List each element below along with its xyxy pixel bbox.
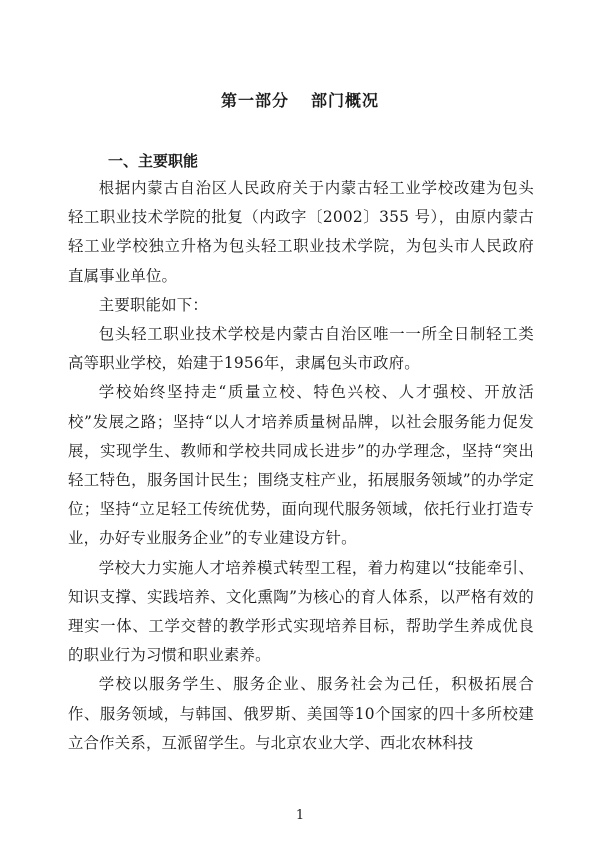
paragraph-philosophy: 学校始终坚持走“质量立校、特色兴校、人才强校、开放活校”发展之路；坚持“以人才培养质量树品牌，以社会服务能力促发展，实现学生、教师和学校共同成长进步”的办学理念，坚持“突出轻工特色，服务国计民生；围绕支柱产业，拓展服务领域”的办学定位；坚持“立足轻工传统优势，面向现代服务领域，依托行业打造专业，办好专业服务企业”的专业建设方针。 [68,383,534,548]
title-part: 第一部分 [220,91,289,110]
title-name: 部门概况 [311,91,380,110]
paragraph-approval: 根据内蒙古自治区人民政府关于内蒙古轻工业学校改建为包头轻工职业技术学院的批复（内政字〔2002〕355 号），由原内蒙古轻工业学校独立升格为包头轻工职业技术学院，为包头市人民政府直属事业单位。 [68,179,534,285]
paragraph-training: 学校大力实施人才培养模式转型工程，着力构建以“技能牵引、知识支撑、实践培养、文化熏陶”为核心的育人体系，以严格有效的理实一体、工学交替的教学形式实现培养目标，帮助学生养成优良的职业行为习惯和职业素养。 [68,558,534,665]
paragraph-functions-intro: 主要职能如下： [98,295,208,314]
document-body [68,174,534,758]
paragraph-school-intro: 包头轻工职业技术学校是内蒙古自治区唯一一所全日制轻工类高等职业学校，始建于1956年，隶属包头市政府。 [68,325,534,373]
section-heading: 一、主要职能 [108,152,199,170]
page-number: 1 [295,808,305,823]
page-title [0,88,600,111]
paragraph-cooperation: 学校以服务学生、服务企业、服务社会为己任，积极拓展合作、服务领域，与韩国、俄罗斯、美国等10个国家的四十多所校建立合作关系，互派留学生。与北京农业大学、西北农林科技 [68,675,534,752]
